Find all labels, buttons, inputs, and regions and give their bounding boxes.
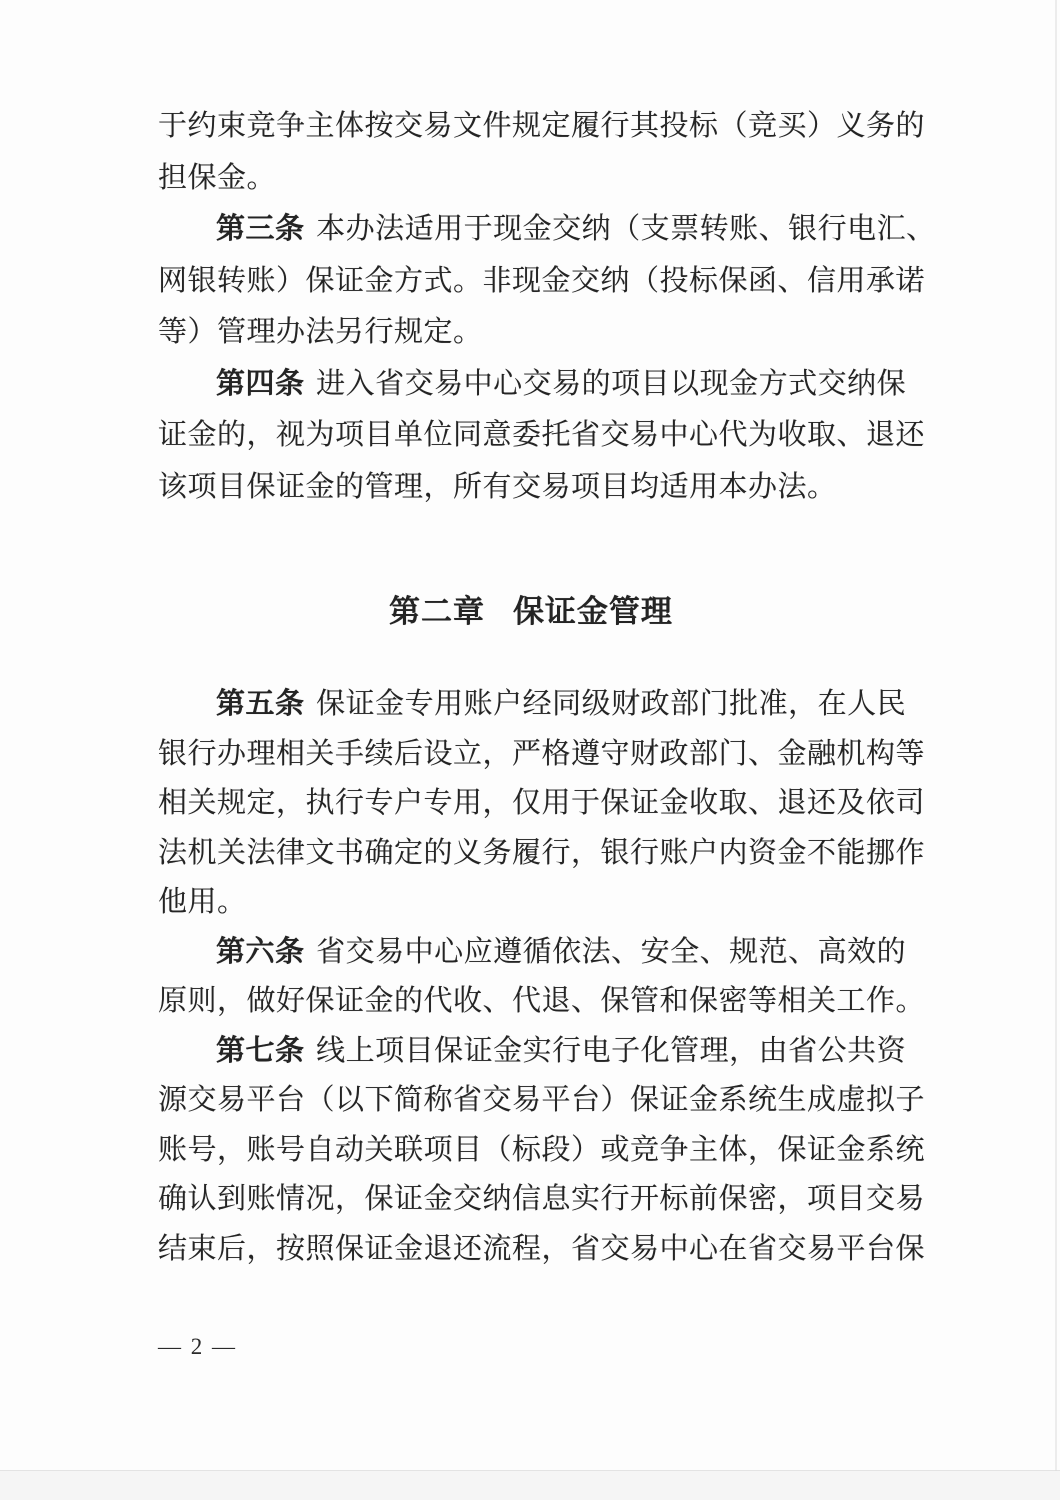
line-text: 他用。 [158,886,247,918]
line-text: 相关规定，执行专户专用，仅用于保证金收取、退还及依司 [158,787,926,819]
line-text: 法机关法律文书确定的义务履行，银行账户内资金不能挪作 [158,836,926,869]
line-text: 原则，做好保证金的代收、代退、保管和保密等相关工作。 [158,985,926,1017]
line-text: 证金的，视为项目单位同意委托省交易中心代为收取、退还 [158,419,926,451]
line-text: 线上项目保证金实行电子化管理，由省公共资 [316,1034,907,1067]
section-1-paragraphs [158,101,936,513]
section-2-paragraphs [158,680,926,1274]
text-line [158,1076,926,1126]
line-text: 账号，账号自动关联项目（标段）或竞争主体，保证金系统 [158,1133,926,1166]
line-text: 该项目保证金的管理，所有交易项目均适用本办法。 [158,470,837,503]
text-line [158,779,926,829]
text-line [158,1027,907,1077]
text-line [158,101,926,153]
article-number: 第四条 [216,367,305,400]
text-line [158,730,926,780]
text-line [158,462,904,514]
line-text: 于约束竞争主体按交易文件规定履行其投标（竞买）义务的 [158,110,926,142]
line-text: 进入省交易中心交易的项目以现金方式交纳保 [316,367,907,400]
text-line [158,256,926,308]
text-line [158,307,904,359]
line-text: 担保金。 [158,161,277,194]
article-number: 第六条 [216,935,305,968]
text-line [158,928,907,978]
article-number: 第七条 [216,1034,305,1067]
line-text: 源交易平台（以下简称省交易平台）保证金系统生成虚拟子 [158,1084,926,1116]
text-line [158,1175,926,1225]
line-text: 结束后，按照保证金退还流程，省交易中心在省交易平台保 [158,1232,926,1265]
text-line [158,1126,926,1176]
chapter-number: 第二章 [389,594,486,629]
article-number: 第三条 [216,213,305,245]
line-text: 银行办理相关手续后设立，严格遵守财政部门、金融机构等 [158,737,926,770]
line-text: 省交易中心应遵循依法、安全、规范、高效的 [316,935,907,968]
page-number: — 2 — [158,1334,237,1359]
line-text: 保证金专用账户经同级财政部门批准，在人民 [316,688,907,720]
line-text: 确认到账情况，保证金交纳信息实行开标前保密，项目交易 [158,1183,926,1215]
article-number: 第五条 [216,688,305,720]
text-line [158,680,907,730]
line-text: 网银转账）保证金方式。非现金交纳（投标保函、信用承诺 [158,264,926,297]
text-line [158,878,904,928]
chapter-title: 保证金管理 [512,594,673,629]
line-text: 等）管理办法另行规定。 [158,316,483,348]
text-line [158,153,904,205]
text-line [158,1225,926,1275]
text-line [158,410,926,462]
text-line [158,829,926,879]
scan-edge-artifact [1055,0,1057,1500]
scan-edge-artifact [0,1471,1060,1500]
chapter-heading [158,588,904,636]
text-line [158,359,907,411]
line-text: 本办法适用于现金交纳（支票转账、银行电汇、 [316,213,936,245]
text-line [158,204,936,256]
text-line [158,977,926,1027]
